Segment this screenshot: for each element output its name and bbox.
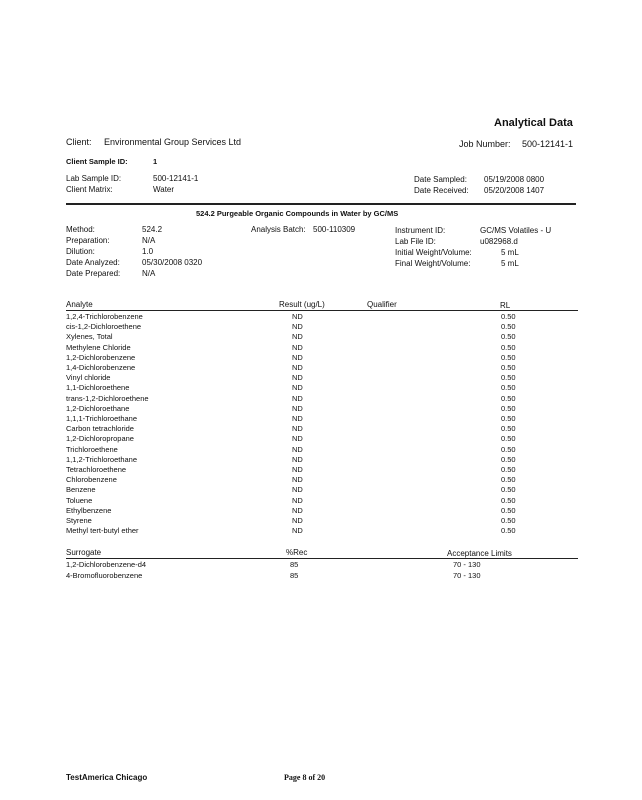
job-number-label: Job Number:	[459, 139, 511, 149]
instrument-id-label: Instrument ID:	[395, 226, 446, 235]
cell-rl: 0.50	[501, 373, 516, 383]
cell-name: 4-Bromofluorobenzene	[66, 570, 143, 580]
client-value: Environmental Group Services Ltd	[104, 137, 242, 147]
client-label: Client:	[66, 137, 92, 147]
col-surrogate-header: Surrogate	[66, 548, 102, 557]
preparation-label: Preparation:	[66, 236, 110, 245]
cell-analyte: Xylenes, Total	[66, 332, 113, 342]
cell-rl: 0.50	[501, 516, 516, 525]
date-analyzed-value: 05/30/2008 0320	[142, 258, 203, 267]
table-row	[0, 343, 642, 353]
cell-limits: 70 - 130	[453, 560, 481, 569]
cell-rl: 0.50	[501, 363, 516, 372]
cell-rl: 0.50	[501, 414, 516, 423]
table-row	[0, 383, 642, 393]
results-header-rule	[66, 310, 578, 311]
cell-result: ND	[292, 332, 303, 342]
header-rule	[66, 203, 576, 205]
dilution-value: 1.0	[142, 247, 154, 256]
cell-analyte: Carbon tetrachloride	[66, 424, 134, 434]
client-matrix-value: Water	[153, 185, 175, 194]
col-analyte-header: Analyte	[66, 300, 93, 309]
cell-rl: 0.50	[501, 454, 516, 464]
cell-result: ND	[292, 444, 303, 454]
client-matrix-label: Client Matrix:	[66, 185, 113, 194]
cell-result: ND	[292, 393, 303, 403]
table-row	[0, 526, 642, 536]
final-weight-label: Final Weight/Volume:	[395, 259, 471, 268]
cell-analyte: Benzene	[66, 485, 96, 495]
cell-rl: 0.50	[501, 434, 516, 444]
analysis-batch-label: Analysis Batch:	[251, 225, 306, 234]
cell-result: ND	[292, 475, 303, 485]
cell-result: ND	[292, 485, 303, 495]
lab-file-id-label: Lab File ID:	[395, 237, 436, 246]
cell-rl: 0.50	[501, 505, 516, 515]
date-prepared-label: Date Prepared:	[66, 269, 121, 278]
method-value: 524.2	[142, 225, 163, 234]
cell-rl: 0.50	[501, 526, 516, 536]
cell-analyte: 1,2-Dichloroethane	[66, 403, 130, 413]
lab-sample-id-value: 500-12141-1	[153, 174, 199, 183]
date-sampled-label: Date Sampled:	[414, 175, 467, 184]
table-row	[0, 465, 642, 475]
cell-result: ND	[292, 352, 303, 362]
col-result-header: Result (ug/L)	[279, 300, 325, 309]
footer-page-number: Page 8 of 20	[284, 773, 326, 782]
client-sample-id-label: Client Sample ID:	[66, 157, 128, 166]
table-row	[0, 455, 642, 465]
lab-sample-id-label: Lab Sample ID:	[66, 174, 122, 183]
cell-result: ND	[292, 465, 303, 474]
col-rl-header: RL	[500, 301, 511, 310]
cell-rl: 0.50	[501, 312, 516, 321]
col-rec-header: %Rec	[286, 548, 308, 557]
cell-analyte: Toluene	[66, 495, 93, 505]
analysis-batch-value: 500-110309	[313, 225, 356, 234]
cell-analyte: Trichloroethene	[66, 444, 118, 454]
table-row	[0, 332, 642, 342]
table-row	[0, 414, 642, 424]
method-title: 524.2 Purgeable Organic Compounds in Water by GC/MS	[196, 209, 399, 218]
cell-rl: 0.50	[501, 444, 516, 454]
cell-result: ND	[292, 342, 303, 352]
cell-analyte: Chlorobenzene	[66, 475, 117, 485]
date-analyzed-label: Date Analyzed:	[66, 258, 120, 267]
dilution-label: Dilution:	[66, 247, 95, 256]
cell-result: ND	[292, 414, 303, 423]
table-row	[0, 353, 642, 363]
cell-result: ND	[292, 322, 303, 332]
cell-result: ND	[292, 363, 303, 372]
cell-analyte: 1,2,4-Trichlorobenzene	[66, 312, 143, 321]
cell-result: ND	[292, 454, 303, 464]
cell-rl: 0.50	[501, 495, 516, 505]
cell-rl: 0.50	[501, 475, 516, 485]
cell-analyte: Ethylbenzene	[66, 505, 112, 515]
cell-analyte: Tetrachloroethene	[66, 465, 127, 474]
table-row	[0, 516, 642, 526]
initial-weight-label: Initial Weight/Volume:	[395, 248, 472, 257]
table-row	[0, 445, 642, 455]
initial-weight-value: 5 mL	[501, 248, 519, 257]
footer-lab-name: TestAmerica Chicago	[66, 773, 148, 782]
cell-analyte: 1,1,2-Trichloroethane	[66, 454, 138, 464]
report-title: Analytical Data	[494, 117, 573, 129]
cell-result: ND	[292, 516, 303, 525]
cell-result: ND	[292, 495, 303, 505]
date-received-value: 05/20/2008 1407	[484, 186, 545, 195]
col-qualifier-header: Qualifier	[367, 300, 397, 309]
cell-result: ND	[292, 505, 303, 515]
client-sample-id-value: 1	[153, 157, 158, 166]
cell-analyte: 1,1,1-Trichloroethane	[66, 414, 138, 423]
cell-analyte: 1,2-Dichlorobenzene	[66, 352, 136, 362]
cell-name: 1,2-Dichlorobenzene-d4	[66, 560, 147, 569]
instrument-id-value: GC/MS Volatiles - U	[480, 226, 552, 235]
cell-rl: 0.50	[501, 383, 516, 393]
table-row	[0, 496, 642, 506]
cell-rl: 0.50	[501, 465, 516, 474]
cell-result: ND	[292, 373, 303, 383]
cell-rl: 0.50	[501, 393, 516, 403]
table-row	[0, 404, 642, 414]
cell-analyte: Methylene Chloride	[66, 342, 131, 352]
cell-limits: 70 - 130	[453, 570, 481, 580]
cell-analyte: 1,4-Dichlorobenzene	[66, 363, 136, 372]
preparation-value: N/A	[142, 236, 156, 245]
cell-analyte: Methyl tert-butyl ether	[66, 526, 139, 536]
table-row	[0, 485, 642, 495]
date-prepared-value: N/A	[142, 269, 156, 278]
cell-rl: 0.50	[501, 342, 516, 352]
cell-analyte: trans-1,2-Dichloroethene	[66, 393, 149, 403]
cell-rl: 0.50	[501, 424, 516, 434]
table-row	[0, 434, 642, 444]
table-row	[0, 363, 642, 373]
table-row	[0, 506, 642, 516]
col-limits-header: Acceptance Limits	[447, 549, 512, 558]
method-label: Method:	[66, 225, 95, 234]
cell-rl: 0.50	[501, 352, 516, 362]
cell-rec: 85	[290, 560, 299, 569]
date-sampled-value: 05/19/2008 0800	[484, 175, 545, 184]
cell-analyte: Styrene	[66, 516, 92, 525]
surrogate-header-rule	[66, 558, 578, 559]
table-row	[0, 322, 642, 332]
table-row	[0, 373, 642, 383]
cell-result: ND	[292, 312, 303, 321]
cell-result: ND	[292, 403, 303, 413]
lab-file-id-value: u082968.d	[480, 237, 518, 246]
cell-result: ND	[292, 526, 303, 536]
surrogate-row	[0, 571, 642, 581]
surrogate-row	[0, 560, 642, 570]
cell-rec: 85	[290, 570, 299, 580]
final-weight-value: 5 mL	[501, 259, 519, 268]
cell-rl: 0.50	[501, 332, 516, 342]
table-row	[0, 312, 642, 322]
cell-result: ND	[292, 424, 303, 434]
cell-analyte: cis-1,2-Dichloroethene	[66, 322, 142, 332]
cell-result: ND	[292, 434, 303, 444]
job-number-value: 500-12141-1	[522, 139, 574, 149]
cell-rl: 0.50	[501, 403, 516, 413]
table-row	[0, 424, 642, 434]
date-received-label: Date Received:	[414, 186, 469, 195]
cell-analyte: Vinyl chloride	[66, 373, 111, 383]
cell-analyte: 1,2-Dichloropropane	[66, 434, 134, 444]
cell-rl: 0.50	[501, 322, 516, 332]
cell-result: ND	[292, 383, 303, 393]
table-row	[0, 394, 642, 404]
cell-analyte: 1,1-Dichloroethene	[66, 383, 130, 393]
cell-rl: 0.50	[501, 485, 516, 495]
table-row	[0, 475, 642, 485]
